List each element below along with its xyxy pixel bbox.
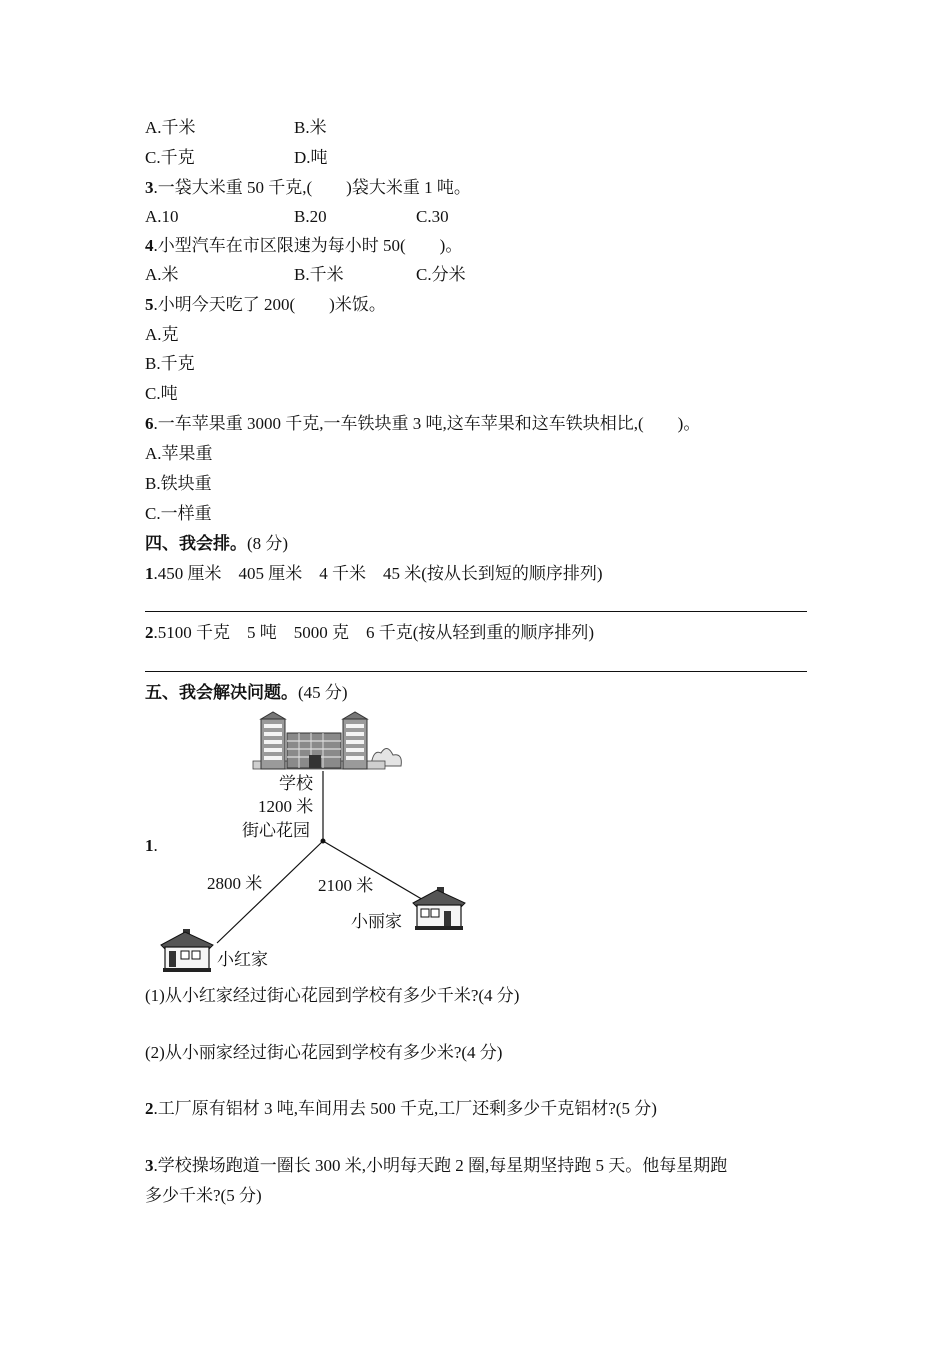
question-number: 5	[145, 295, 154, 314]
q6-option-a: A.苹果重	[145, 444, 213, 463]
q3-option-b: B.20	[294, 207, 327, 226]
xiaohong-home-label: 小红家	[217, 950, 268, 969]
section-5-question-3-line-2: 多少千米?(5 分)	[145, 1186, 262, 1205]
question-text: .学校操场跑道一圈长 300 米,小明每天跑 2 圈,每星期坚持跑 5 天。他每星期跑	[153, 1156, 728, 1175]
question-number: 3	[145, 1156, 154, 1175]
school-distance-label: 1200 米	[258, 797, 314, 816]
question-number: 6	[145, 414, 154, 433]
section-5-question-3	[145, 1155, 727, 1177]
question-number: 4	[145, 236, 154, 255]
q3-option-a: A.10	[145, 207, 179, 226]
question-text: .一车苹果重 3000 千克,一车铁块重 3 吨,这车苹果和这车铁块相比,( )。	[153, 414, 701, 433]
question-number: 1	[145, 564, 154, 583]
question-text: .工厂原有铝材 3 吨,车间用去 500 千克,工厂还剩多少千克铝材?(5 分)	[153, 1099, 657, 1118]
q6-option-c: C.一样重	[145, 504, 212, 523]
q2-option-b: B.米	[294, 118, 327, 137]
section-5-heading	[145, 682, 348, 704]
xiaohong-distance-label: 2800 米	[207, 874, 263, 893]
question-number: 2	[145, 623, 154, 642]
question-1-sub-2: (2)从小丽家经过街心花园到学校有多少米?(4 分)	[145, 1043, 503, 1062]
garden-label: 街心花园	[242, 821, 310, 840]
section-4-heading	[145, 533, 288, 555]
xiaoli-distance-label: 2100 米	[318, 876, 374, 895]
question-text: .一袋大米重 50 千克,( )袋大米重 1 吨。	[153, 178, 471, 197]
question-1-sub-1: (1)从小红家经过街心花园到学校有多少千米?(4 分)	[145, 986, 520, 1005]
q5-option-b: B.千克	[145, 354, 195, 373]
house-icon	[413, 887, 465, 930]
question-6	[145, 413, 700, 435]
section-title: 五、我会解决问题。	[145, 683, 298, 702]
school-building-icon	[253, 712, 401, 769]
xiaoli-home-label: 小丽家	[351, 912, 402, 931]
question-text: .450 厘米 405 厘米 4 千米 45 米(按从长到短的顺序排列)	[153, 564, 603, 583]
section-score: (8 分)	[247, 534, 289, 553]
question-text: .5100 千克 5 吨 5000 克 6 千克(按从轻到重的顺序排列)	[153, 623, 595, 642]
garden-point	[321, 839, 326, 844]
house-icon	[161, 929, 213, 972]
q4-option-c: C.分米	[416, 265, 466, 284]
question-number: 3	[145, 178, 154, 197]
q2-option-c: C.千克	[145, 148, 195, 167]
question-text: .小明今天吃了 200( )米饭。	[153, 295, 386, 314]
answer-line	[145, 671, 807, 672]
q2-option-a: A.千米	[145, 118, 196, 137]
answer-line	[145, 611, 807, 612]
section-4-question-1	[145, 563, 603, 585]
q3-option-c: C.30	[416, 207, 449, 226]
section-5-question-1-number: 1.	[145, 836, 158, 855]
q4-option-a: A.米	[145, 265, 179, 284]
question-3	[145, 177, 471, 199]
question-4	[145, 235, 462, 257]
q2-option-d: D.吨	[294, 148, 328, 167]
section-5-question-2	[145, 1098, 657, 1120]
question-number: 2	[145, 1099, 154, 1118]
question-5	[145, 294, 386, 316]
route-map-diagram	[145, 705, 505, 980]
section-score: (45 分)	[298, 683, 348, 702]
school-label: 学校	[279, 774, 313, 793]
question-text: .小型汽车在市区限速为每小时 50( )。	[153, 236, 463, 255]
q4-option-b: B.千米	[294, 265, 344, 284]
q5-option-c: C.吨	[145, 384, 178, 403]
section-title: 四、我会排。	[145, 534, 247, 553]
q6-option-b: B.铁块重	[145, 474, 212, 493]
q5-option-a: A.克	[145, 325, 179, 344]
section-4-question-2	[145, 622, 594, 644]
